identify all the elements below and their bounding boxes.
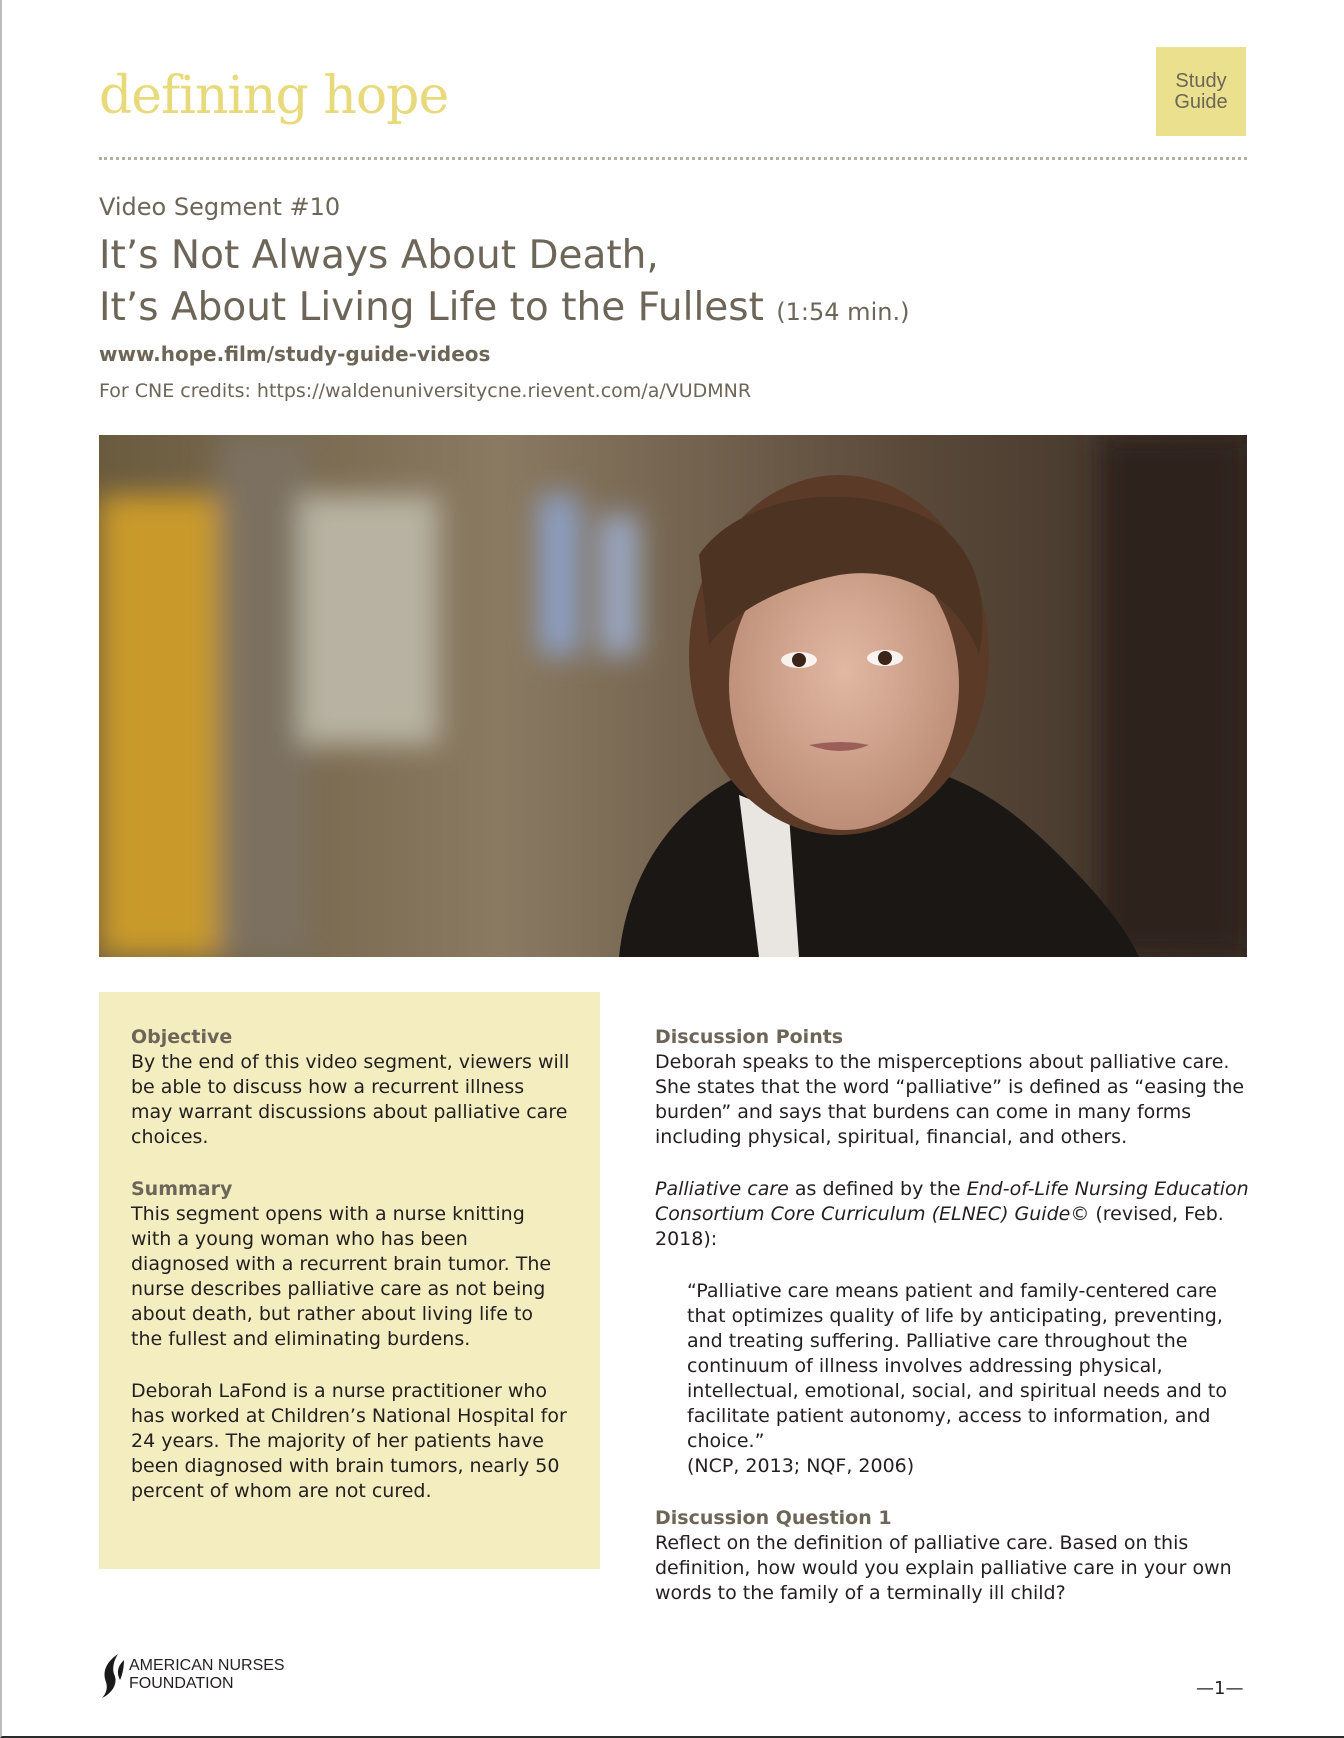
objective-summary-panel — [99, 992, 600, 1569]
question-1-heading: Discussion Question 1 — [655, 1507, 892, 1529]
title-line-1: It’s Not Always About Death, — [99, 233, 659, 278]
cne-credits[interactable]: For CNE credits: https://waldenuniversitycne.rievent.com/a/VUDMNR — [99, 380, 752, 402]
foundation-logo — [100, 1652, 285, 1698]
discussion-paragraph: Deborah speaks to the misperceptions about palliative care. She states that the word “palliative” is defined as “easing the burden” and says that burdens can come in many forms including physical, spiritual, financial, and others. — [655, 1051, 1245, 1148]
segment-title — [99, 230, 909, 338]
discussion-points-heading: Discussion Points — [655, 1026, 844, 1048]
dotted-divider — [99, 157, 1247, 160]
palliative-care-quote: “Palliative care means patient and family-centered care that optimizes quality of life by anticipating, preventing, and treating suffering. Palliative care throughout the continuum of illness involves addressing physical, intellectual, emotional, social, and spiritual needs and to facilitate patient autonomy, access to information, and choice.” — [687, 1280, 1227, 1452]
page-number: —1— — [1196, 1678, 1244, 1699]
discussion-column — [655, 1025, 1255, 1606]
study-guide-badge — [1156, 47, 1246, 136]
logo-wordmark — [129, 1657, 285, 1693]
badge-line-1: Study — [1175, 69, 1227, 92]
duration: (1:54 min.) — [776, 298, 910, 326]
title-line-2-text: It’s About Living Life to the Fullest — [99, 285, 764, 330]
definition-mid: as defined by the — [788, 1178, 967, 1200]
logo-line-2: FOUNDATION — [129, 1675, 234, 1692]
brand-title: defining hope — [99, 66, 449, 126]
quote-citation: (NCP, 2013; NQF, 2006) — [687, 1455, 915, 1477]
flame-icon — [100, 1652, 126, 1698]
definition-source: End-of-Life Nursing Education Consortium Core Curriculum (ELNEC) Guide© — [655, 1178, 1249, 1225]
definition-intro — [655, 1177, 1255, 1252]
segment-label: Video Segment #10 — [99, 193, 341, 221]
summary-heading: Summary — [131, 1178, 233, 1200]
objective-text: By the end of this video segment, viewers will be able to discuss how a recurrent illness may warrant discussions about palliative care choices. — [131, 1051, 570, 1148]
badge-line-2: Guide — [1174, 90, 1228, 113]
logo-line-1: AMERICAN NURSES — [129, 1657, 285, 1674]
title-line-2 — [99, 282, 909, 338]
summary-paragraph-1: This segment opens with a nurse knitting with a young woman who has been diagnosed with a recurrent brain tumor. The nurse describes palliative care as not being about death, but rather about living life to the fullest and eliminating burdens. — [131, 1203, 552, 1350]
video-link[interactable]: www.hope.film/study-guide-videos — [99, 342, 491, 366]
video-still-photo — [99, 435, 1247, 957]
definition-term: Palliative care — [655, 1178, 789, 1200]
objective-heading: Objective — [131, 1026, 233, 1048]
question-1-text: Reflect on the definition of palliative care. Based on this definition, how would you explain palliative care in your own words to the family of a terminally ill child? — [655, 1532, 1232, 1604]
summary-paragraph-2: Deborah LaFond is a nurse practitioner who has worked at Children’s National Hospital for 24 years. The majority of her patients have been diagnosed with brain tumors, nearly 50 percent of whom are not cured. — [131, 1380, 567, 1502]
definition-end: (revised, Feb. 2018): — [655, 1203, 1224, 1250]
